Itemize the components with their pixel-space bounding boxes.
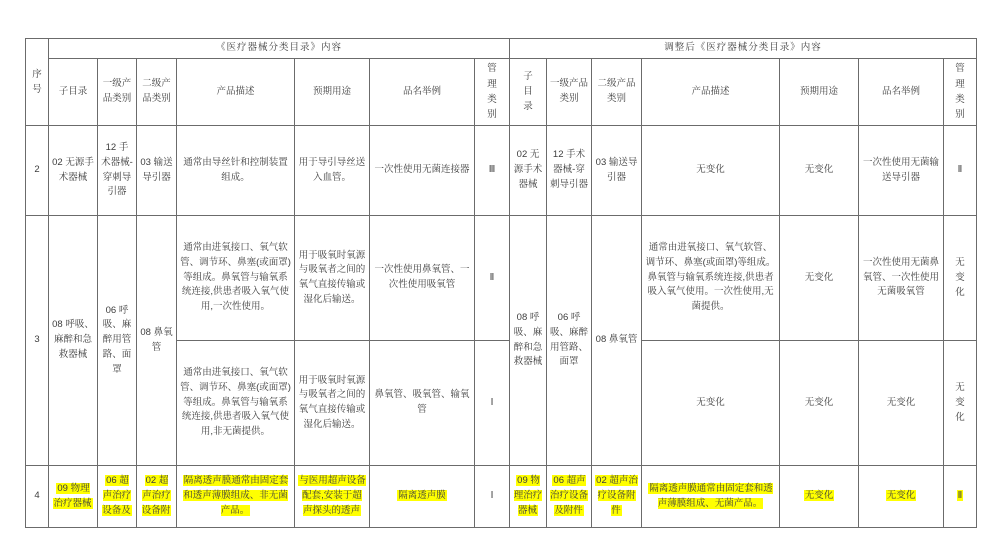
row4-left-cat2: 02 超声治疗设备附 bbox=[137, 466, 177, 528]
row4-left-class: Ⅰ bbox=[475, 466, 510, 528]
header-col-desc-right: 产品描述 bbox=[642, 59, 780, 126]
row3-right-cat1: 06 呼吸、麻醉用管路、面罩 bbox=[547, 216, 592, 466]
row3b-left-use: 用于吸氧时氧源与吸氧者之间的氧气直接传输或湿化后输送。 bbox=[295, 341, 370, 466]
row3a-right-class: 无变化 bbox=[944, 216, 977, 341]
classification-catalog-table bbox=[25, 38, 977, 528]
row2-left-use: 用于导引导丝送入血管。 bbox=[295, 126, 370, 216]
row2-right-cat2: 03 输送导引器 bbox=[592, 126, 642, 216]
table-row-seq3-a bbox=[26, 216, 977, 341]
row3b-right-examples: 无变化 bbox=[859, 341, 944, 466]
row4-left-cat1: 06 超声治疗设备及 bbox=[98, 466, 137, 528]
row2-right-cat1: 12 手术器械-穿刺导引器 bbox=[547, 126, 592, 216]
row3b-left-desc: 通常由进氧接口、氧气软管、调节环、鼻塞(或面罩)等组成。鼻氧管与输氧系统连接,供患者吸入氧气使用,非无菌提供。 bbox=[177, 341, 295, 466]
header-row-groups bbox=[26, 39, 977, 59]
row4-right-use: 无变化 bbox=[780, 466, 859, 528]
header-col-cat1-left: 一级产品类别 bbox=[98, 59, 137, 126]
row2-right-use: 无变化 bbox=[780, 126, 859, 216]
row4-right-subcatalog: 09 物理治疗器械 bbox=[510, 466, 547, 528]
header-col-cat1-right: 一级产品类别 bbox=[547, 59, 592, 126]
row3-left-cat2: 08 鼻氧管 bbox=[137, 216, 177, 466]
row3a-left-desc: 通常由进氧接口、氧气软管、调节环、鼻塞(或面罩)等组成。鼻氧管与输氧系统连接,供患者吸入氧气使用,一次性使用。 bbox=[177, 216, 295, 341]
row4-left-desc: 隔离透声膜通常由固定套和透声薄膜组成、非无菌产品。 bbox=[177, 466, 295, 528]
header-col-subcatalog-right: 子目录 bbox=[510, 59, 547, 126]
header-seq: 序号 bbox=[26, 39, 49, 126]
row4-right-cat2: 02 超声治疗设备附件 bbox=[592, 466, 642, 528]
row3-right-cat2: 08 鼻氧管 bbox=[592, 216, 642, 466]
header-col-cat2-right: 二级产品类别 bbox=[592, 59, 642, 126]
row3b-right-use: 无变化 bbox=[780, 341, 859, 466]
row4-right-class: Ⅱ bbox=[944, 466, 977, 528]
header-col-use-right: 预期用途 bbox=[780, 59, 859, 126]
row4-left-examples: 隔离透声膜 bbox=[370, 466, 475, 528]
row4-seq: 4 bbox=[26, 466, 49, 528]
header-col-class-right: 管理类别 bbox=[944, 59, 977, 126]
header-col-cat2-left: 二级产品类别 bbox=[137, 59, 177, 126]
row2-left-desc: 通常由导丝针和控制装置组成。 bbox=[177, 126, 295, 216]
row3b-right-class: 无变化 bbox=[944, 341, 977, 466]
row2-right-subcatalog: 02 无源手术器械 bbox=[510, 126, 547, 216]
row3b-left-examples: 鼻氧管、吸氧管、输氧管 bbox=[370, 341, 475, 466]
row2-left-class: Ⅲ bbox=[475, 126, 510, 216]
row3a-right-examples: 一次性使用无菌鼻氧管、一次性使用无菌吸氧管 bbox=[859, 216, 944, 341]
row3a-left-class: Ⅱ bbox=[475, 216, 510, 341]
row2-left-examples: 一次性使用无菌连接器 bbox=[370, 126, 475, 216]
header-col-examples-right: 品名举例 bbox=[859, 59, 944, 126]
row3a-right-use: 无变化 bbox=[780, 216, 859, 341]
row2-right-class: Ⅱ bbox=[944, 126, 977, 216]
table-row-seq4 bbox=[26, 466, 977, 528]
row2-left-subcatalog: 02 无源手术器械 bbox=[49, 126, 98, 216]
table-row-seq2 bbox=[26, 126, 977, 216]
header-col-subcatalog-left: 子目录 bbox=[49, 59, 98, 126]
header-group-adjusted: 调整后《医疗器械分类目录》内容 bbox=[510, 39, 977, 59]
row3-left-subcatalog: 08 呼吸、麻醉和急救器械 bbox=[49, 216, 98, 466]
row3b-right-desc: 无变化 bbox=[642, 341, 780, 466]
header-group-original: 《医疗器械分类目录》内容 bbox=[49, 39, 510, 59]
row3a-left-use: 用于吸氧时氧源与吸氧者之间的氧气直接传输或湿化后输送。 bbox=[295, 216, 370, 341]
row4-right-cat1: 06 超声治疗设备及附件 bbox=[547, 466, 592, 528]
header-col-use-left: 预期用途 bbox=[295, 59, 370, 126]
row2-seq: 2 bbox=[26, 126, 49, 216]
row3a-right-desc: 通常由进氧接口、氧气软管、调节环、鼻塞(或面罩)等组成。鼻氧管与输氧系统连接,供患者吸入氧气使用。一次性使用,无菌提供。 bbox=[642, 216, 780, 341]
row3b-left-class: Ⅰ bbox=[475, 341, 510, 466]
row4-right-examples: 无变化 bbox=[859, 466, 944, 528]
row2-left-cat1: 12 手术器械-穿刺导引器 bbox=[98, 126, 137, 216]
header-col-examples-left: 品名举例 bbox=[370, 59, 475, 126]
row4-left-use: 与医用超声设备配套,安装于超声探头的透声 bbox=[295, 466, 370, 528]
row3-right-subcatalog: 08 呼吸、麻醉和急救器械 bbox=[510, 216, 547, 466]
row3a-left-examples: 一次性使用鼻氧管、一次性使用吸氧管 bbox=[370, 216, 475, 341]
header-col-class-left: 管理类别 bbox=[475, 59, 510, 126]
row3-left-cat1: 06 呼吸、麻醉用管路、面罩 bbox=[98, 216, 137, 466]
row4-right-desc: 隔离透声膜通常由固定套和透声薄膜组成、无菌产品。 bbox=[642, 466, 780, 528]
row2-right-examples: 一次性使用无菌输送导引器 bbox=[859, 126, 944, 216]
header-row-columns bbox=[26, 59, 977, 126]
row3-seq: 3 bbox=[26, 216, 49, 466]
row2-right-desc: 无变化 bbox=[642, 126, 780, 216]
row4-left-subcatalog: 09 物理治疗器械 bbox=[49, 466, 98, 528]
row2-left-cat2: 03 输送导引器 bbox=[137, 126, 177, 216]
header-col-desc-left: 产品描述 bbox=[177, 59, 295, 126]
